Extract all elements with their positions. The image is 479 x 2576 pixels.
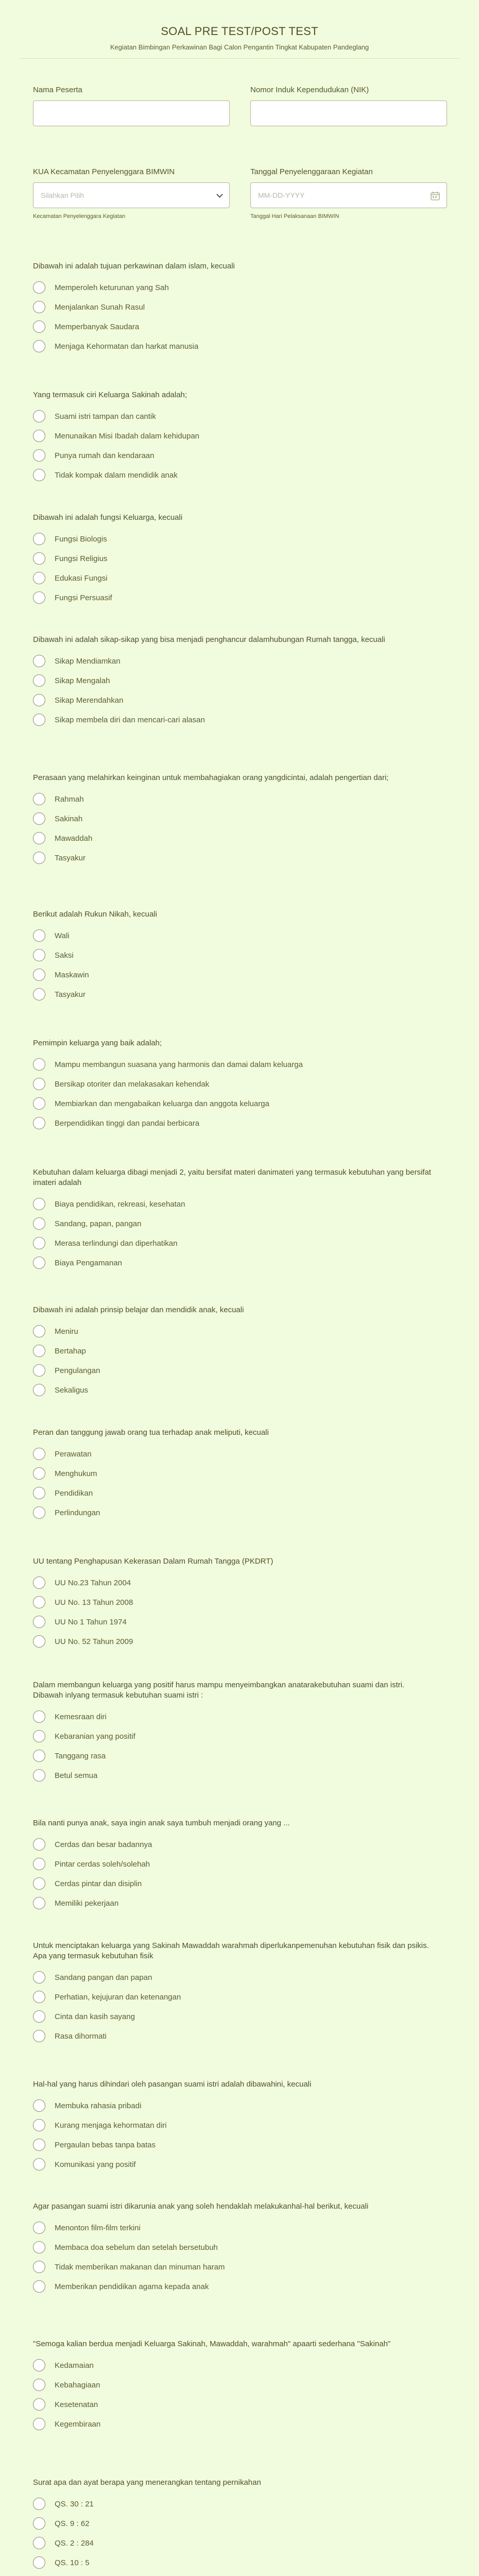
radio-button[interactable] xyxy=(33,2158,45,2171)
question-options xyxy=(33,2355,435,2434)
radio-option-label: Biaya pendidikan, rekreasi, kesehatan xyxy=(55,1199,185,1209)
question-title: Perasaan yang melahirkan keinginan untuk membahagiakan orang yangdicintai, adalah pengertian dari; xyxy=(33,773,389,782)
nik-label: Nomor Induk Kependudukan (NIK) xyxy=(250,86,369,94)
radio-button[interactable] xyxy=(33,2498,45,2510)
question-options xyxy=(33,1707,435,1785)
radio-button[interactable] xyxy=(33,2010,45,2023)
radio-button[interactable] xyxy=(33,2030,45,2042)
radio-option-label: Sikap Mendiamkan xyxy=(55,656,121,666)
radio-option[interactable] xyxy=(33,1632,435,1651)
radio-option-label: UU No 1 Tahun 1974 xyxy=(55,1617,127,1626)
question-title: Hal-hal yang harus dihindari oleh pasangan suami istri adalah dibawahini, kecuali xyxy=(33,2080,312,2089)
radio-option-label: Sikap membela diri dan mencari-cari alasan xyxy=(55,715,205,724)
radio-option[interactable] xyxy=(33,1503,435,1522)
radio-button[interactable] xyxy=(33,1097,45,1110)
question-title: Kebutuhan dalam keluarga dibagi menjadi 2, yaitu bersifat materi danimateri yang termasuk kebutuhan yang bersifat imateri adalah xyxy=(33,1168,431,1187)
question-options xyxy=(33,1055,435,1133)
radio-option[interactable] xyxy=(33,1854,435,1874)
radio-button[interactable] xyxy=(33,2379,45,2391)
radio-button[interactable] xyxy=(33,2119,45,2131)
radio-button[interactable] xyxy=(33,533,45,545)
radio-button[interactable] xyxy=(33,1616,45,1628)
question-options xyxy=(33,1194,435,1273)
radio-button[interactable] xyxy=(33,1506,45,1519)
question-10 xyxy=(33,1428,435,1522)
radio-option-label: Membiarkan dan mengabaikan keluarga dan anggota keluarga xyxy=(55,1099,269,1108)
radio-option-label: Sekaligus xyxy=(55,1385,89,1395)
radio-option-label: Menunaikan Misi Ibadah dalam kehidupan xyxy=(55,431,200,440)
radio-button[interactable] xyxy=(33,1217,45,1230)
radio-option[interactable] xyxy=(33,1766,435,1785)
radio-option-label: Rasa dihormati xyxy=(55,2031,107,2041)
radio-option-label: QS. 9 : 62 xyxy=(55,2519,90,2528)
form-container xyxy=(10,0,469,59)
radio-button[interactable] xyxy=(33,281,45,294)
date-field-group xyxy=(250,167,447,219)
radio-button[interactable] xyxy=(33,949,45,961)
radio-button[interactable] xyxy=(33,2517,45,2530)
radio-option-label: Memperbanyak Saudara xyxy=(55,322,140,331)
radio-option-label: Kurang menjaga kehormatan diri xyxy=(55,2121,167,2130)
radio-button[interactable] xyxy=(33,1710,45,1723)
radio-button[interactable] xyxy=(33,2099,45,2112)
radio-option[interactable] xyxy=(33,1194,435,1214)
name-field-group xyxy=(33,86,230,126)
date-sublabel: Tanggal Hari Pelaksanaan BIMWIN xyxy=(250,213,339,219)
radio-button[interactable] xyxy=(33,430,45,442)
radio-button[interactable] xyxy=(33,1858,45,1870)
radio-option-label: Sikap Mengalah xyxy=(55,676,110,685)
question-7 xyxy=(33,1038,435,1133)
radio-option-label: Suami istri tampan dan cantik xyxy=(55,412,156,421)
radio-option-label: Menjaga Kehormatan dan harkat manusia xyxy=(55,342,199,351)
radio-button[interactable] xyxy=(33,2537,45,2549)
radio-option-label: Memberikan pendidikan agama kepada anak xyxy=(55,2282,209,2291)
form-title: SOAL PRE TEST/POST TEST xyxy=(161,25,318,38)
radio-option-label: Pergaulan bebas tanpa batas xyxy=(55,2140,156,2149)
radio-button[interactable] xyxy=(33,1467,45,1480)
question-8 xyxy=(33,1167,435,1273)
radio-option[interactable] xyxy=(33,2218,435,2238)
radio-option-label: Kegembiraan xyxy=(55,2419,101,2429)
radio-option[interactable] xyxy=(33,568,435,588)
radio-button[interactable] xyxy=(33,1364,45,1377)
radio-option[interactable] xyxy=(33,336,435,356)
question-1 xyxy=(33,261,435,356)
radio-option-label: QS. 30 : 21 xyxy=(55,2499,94,2509)
radio-option-label: Menghukum xyxy=(55,1469,97,1478)
radio-option[interactable] xyxy=(33,945,435,965)
radio-option[interactable] xyxy=(33,671,435,690)
question-options xyxy=(33,2218,435,2296)
question-13 xyxy=(33,1818,435,1913)
kua-select[interactable] xyxy=(33,182,230,208)
radio-option[interactable] xyxy=(33,406,435,426)
radio-option[interactable] xyxy=(33,1483,435,1503)
radio-option[interactable] xyxy=(33,2007,435,2026)
radio-button[interactable] xyxy=(33,929,45,942)
radio-option-label: Edukasi Fungsi xyxy=(55,573,108,583)
question-title: Agar pasangan suami istri dikarunia anak yang soleh hendaklah melakukanhal-hal berikut, kecuali xyxy=(33,2202,369,2211)
radio-option-label: Cerdas pintar dan disiplin xyxy=(55,1879,142,1888)
radio-button[interactable] xyxy=(33,552,45,565)
radio-option[interactable] xyxy=(33,2135,435,2155)
radio-option[interactable] xyxy=(33,2115,435,2135)
radio-button[interactable] xyxy=(33,1635,45,1648)
radio-option-label: Cinta dan kasih sayang xyxy=(55,2012,135,2021)
radio-option[interactable] xyxy=(33,2238,435,2257)
radio-option-label: QS. 2 : 284 xyxy=(55,2538,94,2548)
question-4 xyxy=(33,635,435,730)
radio-option[interactable] xyxy=(33,1573,435,1592)
radio-option[interactable] xyxy=(33,2096,435,2115)
radio-option[interactable] xyxy=(33,690,435,710)
radio-button[interactable] xyxy=(33,1877,45,1890)
radio-option[interactable] xyxy=(33,985,435,1004)
radio-button[interactable] xyxy=(33,1730,45,1742)
radio-option-label: Sakinah xyxy=(55,814,83,823)
question-5 xyxy=(33,773,435,868)
radio-option-label: Membuka rahasia pribadi xyxy=(55,2101,142,2110)
question-title: Dibawah ini adalah fungsi Keluarga, kecuali xyxy=(33,513,183,522)
radio-option-label: Meniru xyxy=(55,1327,78,1336)
radio-option[interactable] xyxy=(33,2533,435,2553)
radio-option[interactable] xyxy=(33,789,435,809)
radio-option[interactable] xyxy=(33,1074,435,1094)
radio-option-label: Merasa terlindungi dan diperhatikan xyxy=(55,1239,178,1248)
radio-option-label: Menonton film-film terkini xyxy=(55,2223,141,2232)
radio-option-label: Berpendidikan tinggi dan pandai berbicara xyxy=(55,1118,200,1128)
radio-button[interactable] xyxy=(33,1345,45,1357)
radio-option-label: UU No. 13 Tahun 2008 xyxy=(55,1598,133,1607)
radio-button[interactable] xyxy=(33,674,45,687)
radio-option-label: Fungsi Religius xyxy=(55,554,108,563)
radio-option[interactable] xyxy=(33,1835,435,1854)
radio-button[interactable] xyxy=(33,1257,45,1269)
kua-label: KUA Kecamatan Penyelenggara BIMWIN xyxy=(33,167,175,176)
radio-button[interactable] xyxy=(33,1897,45,1909)
radio-option[interactable] xyxy=(33,1253,435,1273)
radio-option-label: Tasyakur xyxy=(55,853,86,862)
name-input[interactable] xyxy=(33,100,230,126)
radio-button[interactable] xyxy=(33,852,45,864)
question-options xyxy=(33,1835,435,1913)
radio-option-label: Memperoleh keturunan yang Sah xyxy=(55,283,169,292)
radio-button[interactable] xyxy=(33,1325,45,1337)
radio-button[interactable] xyxy=(33,469,45,481)
radio-option[interactable] xyxy=(33,465,435,485)
radio-button[interactable] xyxy=(33,2222,45,2234)
question-title: Untuk menciptakan keluarga yang Sakinah Mawaddah warahmah diperlukanpemenuhan kebutuhan fisik dan psikis. Apa yang termasuk kebutuhan fisik xyxy=(33,1941,429,1960)
radio-option[interactable] xyxy=(33,926,435,945)
radio-button[interactable] xyxy=(33,988,45,1001)
radio-option[interactable] xyxy=(33,1094,435,1113)
radio-option[interactable] xyxy=(33,549,435,568)
radio-option-label: Perawatan xyxy=(55,1449,92,1459)
radio-option[interactable] xyxy=(33,1464,435,1483)
radio-button[interactable] xyxy=(33,714,45,726)
radio-button[interactable] xyxy=(33,694,45,706)
radio-button[interactable] xyxy=(33,301,45,313)
radio-option[interactable] xyxy=(33,1612,435,1632)
radio-option-label: Maskawin xyxy=(55,970,89,979)
radio-option[interactable] xyxy=(33,2494,435,2514)
radio-option-label: Menjalankan Sunah Rasul xyxy=(55,302,145,312)
radio-option[interactable] xyxy=(33,2155,435,2174)
radio-option[interactable] xyxy=(33,2375,435,2395)
question-12 xyxy=(33,1680,435,1785)
question-options xyxy=(33,529,435,607)
radio-option[interactable] xyxy=(33,2395,435,2414)
radio-option[interactable] xyxy=(33,809,435,828)
radio-option-label: Saksi xyxy=(55,951,74,960)
radio-option-label: Tidak memberikan makanan dan minuman haram xyxy=(55,2262,225,2272)
radio-option[interactable] xyxy=(33,1380,435,1400)
radio-option-label: Kebaranian yang positif xyxy=(55,1732,135,1741)
form-subtitle: Kegiatan Bimbingan Perkawinan Bagi Calon Pengantin Tingkat Kabupaten Pandeglang xyxy=(110,43,369,51)
question-18 xyxy=(33,2478,435,2572)
radio-option[interactable] xyxy=(33,2355,435,2375)
radio-button[interactable] xyxy=(33,1577,45,1589)
radio-button[interactable] xyxy=(33,1117,45,1129)
radio-button[interactable] xyxy=(33,1448,45,1460)
name-label: Nama Peserta xyxy=(33,86,82,94)
radio-option[interactable] xyxy=(33,828,435,848)
radio-option-label: Kebahagiaan xyxy=(55,2380,100,2389)
radio-option-label: Membaca doa sebelum dan setelah bersetubuh xyxy=(55,2243,218,2252)
radio-option-label: Punya rumah dan kendaraan xyxy=(55,451,155,460)
question-title: Dibawah ini adalah tujuan perkawinan dalam islam, kecuali xyxy=(33,262,235,270)
radio-button[interactable] xyxy=(33,1487,45,1499)
radio-option-label: Kemesraan diri xyxy=(55,1712,107,1721)
question-options xyxy=(33,1444,435,1522)
radio-button[interactable] xyxy=(33,2241,45,2253)
radio-option-label: Bertahap xyxy=(55,1346,86,1355)
identity-row xyxy=(10,86,469,126)
radio-button[interactable] xyxy=(33,1198,45,1210)
radio-option-label: Mampu membangun suasana yang harmonis dan damai dalam keluarga xyxy=(55,1060,303,1069)
radio-option-label: Sandang pangan dan papan xyxy=(55,1973,152,1982)
radio-button[interactable] xyxy=(33,1991,45,2003)
question-title: Surat apa dan ayat berapa yang menerangkan tentang pernikahan xyxy=(33,2478,261,2487)
radio-button[interactable] xyxy=(33,340,45,352)
radio-option[interactable] xyxy=(33,965,435,985)
radio-option[interactable] xyxy=(33,710,435,730)
radio-option[interactable] xyxy=(33,1214,435,1233)
radio-option[interactable] xyxy=(33,848,435,868)
radio-option-label: Tanggang rasa xyxy=(55,1751,106,1760)
radio-button[interactable] xyxy=(33,591,45,604)
question-16 xyxy=(33,2201,435,2296)
radio-option[interactable] xyxy=(33,1341,435,1361)
radio-button[interactable] xyxy=(33,1596,45,1608)
radio-button[interactable] xyxy=(33,2359,45,2371)
radio-option[interactable] xyxy=(33,1444,435,1464)
question-title: UU tentang Penghapusan Kekerasan Dalam Rumah Tangga (PKDRT) xyxy=(33,1557,273,1566)
nik-input[interactable] xyxy=(250,100,447,126)
radio-option-label: Tasyakur xyxy=(55,990,86,999)
radio-button[interactable] xyxy=(33,969,45,981)
radio-button[interactable] xyxy=(33,2556,45,2569)
radio-option[interactable] xyxy=(33,588,435,607)
radio-option[interactable] xyxy=(33,1321,435,1341)
radio-button[interactable] xyxy=(33,1769,45,1782)
radio-option[interactable] xyxy=(33,651,435,671)
radio-option[interactable] xyxy=(33,317,435,336)
radio-button[interactable] xyxy=(33,2398,45,2411)
radio-option[interactable] xyxy=(33,446,435,465)
question-options xyxy=(33,1321,435,1400)
radio-option-label: Perhatian, kejujuran dan ketenangan xyxy=(55,1992,181,2002)
question-options xyxy=(33,789,435,868)
radio-button[interactable] xyxy=(33,2280,45,2293)
radio-button[interactable] xyxy=(33,1384,45,1396)
radio-option[interactable] xyxy=(33,297,435,317)
kua-select-value: Silahkan Pilih xyxy=(41,191,84,199)
radio-option[interactable] xyxy=(33,1968,435,1987)
radio-option[interactable] xyxy=(33,2277,435,2296)
question-9 xyxy=(33,1305,435,1400)
question-title: Dalam membangun keluarga yang positif harus mampu menyeimbangkan anatarakebutuhan suami dan istri. Dibawah inlyang termasuk kebutuhan suami istri : xyxy=(33,1681,405,1700)
radio-option-label: Komunikasi yang positif xyxy=(55,2160,136,2169)
radio-option-label: QS. 10 : 5 xyxy=(55,2558,90,2567)
radio-button[interactable] xyxy=(33,572,45,584)
radio-option[interactable] xyxy=(33,1592,435,1612)
radio-option[interactable] xyxy=(33,1893,435,1913)
radio-button[interactable] xyxy=(33,1078,45,1090)
radio-option-label: Perlindungan xyxy=(55,1508,100,1517)
radio-option-label: Kesetenatan xyxy=(55,2400,98,2409)
radio-option-label: Fungsi Persuasif xyxy=(55,593,112,602)
calendar-icon[interactable] xyxy=(430,191,440,201)
question-6 xyxy=(33,909,435,1004)
date-input[interactable] xyxy=(250,182,447,208)
date-label: Tanggal Penyelenggaraan Kegiatan xyxy=(250,167,373,176)
radio-option-label: Mawaddah xyxy=(55,834,93,843)
nik-field-group xyxy=(250,86,447,126)
radio-option-label: UU No. 52 Tahun 2009 xyxy=(55,1637,133,1646)
radio-button[interactable] xyxy=(33,2261,45,2273)
radio-button[interactable] xyxy=(33,1971,45,1984)
radio-option[interactable] xyxy=(33,529,435,549)
radio-option-label: Pendidikan xyxy=(55,1488,93,1498)
radio-button[interactable] xyxy=(33,449,45,462)
radio-option[interactable] xyxy=(33,1361,435,1380)
radio-button[interactable] xyxy=(33,1838,45,1851)
radio-option-label: UU No.23 Tahun 2004 xyxy=(55,1578,131,1587)
question-2 xyxy=(33,390,435,485)
radio-option[interactable] xyxy=(33,1055,435,1074)
radio-option-label: Rahmah xyxy=(55,794,84,804)
radio-option-label: Kedamaian xyxy=(55,2361,94,2370)
radio-button[interactable] xyxy=(33,793,45,805)
radio-option-label: Sandang, papan, pangan xyxy=(55,1219,142,1228)
radio-option[interactable] xyxy=(33,1746,435,1766)
question-14 xyxy=(33,1941,435,2046)
question-title: "Semoga kalian berdua menjadi Keluarga Sakinah, Mawaddah, warahmah" apaarti sederhana "Sakinah" xyxy=(33,2340,391,2348)
question-options xyxy=(33,2096,435,2174)
radio-option-label: Memiliki pekerjaan xyxy=(55,1899,119,1908)
kua-sublabel: Kecamatan Penyelenggara Kegiatan xyxy=(33,213,126,219)
question-3 xyxy=(33,513,435,607)
radio-option[interactable] xyxy=(33,2514,435,2533)
radio-option[interactable] xyxy=(33,426,435,446)
question-title: Dibawah ini adalah sikap-sikap yang bisa menjadi penghancur dalamhubungan Rumah tangga, kecuali xyxy=(33,635,385,644)
radio-option[interactable] xyxy=(33,1113,435,1133)
radio-option[interactable] xyxy=(33,1987,435,2007)
chevron-down-icon xyxy=(216,191,223,198)
question-options xyxy=(33,1573,435,1651)
radio-button[interactable] xyxy=(33,1750,45,1762)
question-15 xyxy=(33,2079,435,2174)
radio-button[interactable] xyxy=(33,1237,45,1249)
radio-option-label: Cerdas dan besar badannya xyxy=(55,1840,152,1849)
radio-option-label: Pengulangan xyxy=(55,1366,100,1375)
kua-field-group xyxy=(33,167,230,219)
question-options xyxy=(33,1968,435,2046)
radio-option[interactable] xyxy=(33,1707,435,1726)
radio-button[interactable] xyxy=(33,812,45,825)
radio-option-label: Biaya Pengamanan xyxy=(55,1258,122,1267)
radio-option[interactable] xyxy=(33,278,435,297)
radio-option-label: Betul semua xyxy=(55,1771,98,1780)
radio-option[interactable] xyxy=(33,2414,435,2434)
radio-button[interactable] xyxy=(33,832,45,844)
question-title: Pemimpin keluarga yang baik adalah; xyxy=(33,1039,162,1047)
question-options xyxy=(33,2494,435,2572)
radio-option-label: Pintar cerdas soleh/solehah xyxy=(55,1859,150,1869)
radio-button[interactable] xyxy=(33,655,45,667)
question-options xyxy=(33,406,435,485)
radio-option-label: Tidak kompak dalam mendidik anak xyxy=(55,470,178,480)
radio-option[interactable] xyxy=(33,2553,435,2572)
question-options xyxy=(33,278,435,356)
radio-option[interactable] xyxy=(33,2026,435,2046)
question-title: Bila nanti punya anak, saya ingin anak saya tumbuh menjadi orang yang ... xyxy=(33,1819,290,1827)
radio-button[interactable] xyxy=(33,320,45,333)
radio-option[interactable] xyxy=(33,1233,435,1253)
radio-button[interactable] xyxy=(33,2418,45,2430)
question-11 xyxy=(33,1556,435,1651)
question-title: Yang termasuk ciri Keluarga Sakinah adalah; xyxy=(33,391,187,399)
question-title: Peran dan tanggung jawab orang tua terhadap anak meliputi, kecuali xyxy=(33,1428,269,1437)
radio-option-label: Wali xyxy=(55,931,70,940)
radio-button[interactable] xyxy=(33,2139,45,2151)
question-title: Berikut adalah Rukun Nikah, kecuali xyxy=(33,910,157,919)
question-options xyxy=(33,926,435,1004)
radio-option[interactable] xyxy=(33,1874,435,1893)
question-17 xyxy=(33,2339,435,2434)
form-header xyxy=(20,0,459,59)
radio-option-label: Fungsi Biologis xyxy=(55,534,107,544)
event-row xyxy=(10,167,469,219)
question-title: Dibawah ini adalah prinsip belajar dan mendidik anak, kecuali xyxy=(33,1306,244,1314)
radio-button[interactable] xyxy=(33,1058,45,1071)
radio-option-label: Sikap Merendahkan xyxy=(55,696,124,705)
radio-option[interactable] xyxy=(33,1726,435,1746)
radio-button[interactable] xyxy=(33,410,45,422)
date-placeholder: MM-DD-YYYY xyxy=(258,191,305,199)
radio-option-label: Bersikap otoriter dan melakasakan kehendak xyxy=(55,1079,210,1089)
radio-option[interactable] xyxy=(33,2257,435,2277)
question-options xyxy=(33,651,435,730)
